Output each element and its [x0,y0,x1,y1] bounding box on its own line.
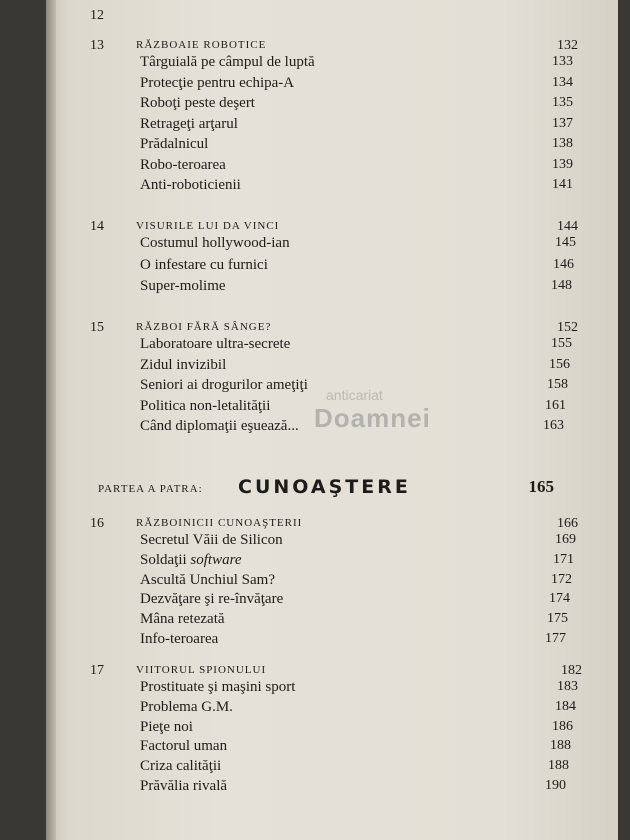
toc-entry-page-number: 188 [550,738,571,754]
toc-entry-page-number: 148 [551,278,572,293]
toc-entry-text: Seniori ai drogurilor ameţiţi [140,377,308,393]
toc-entry-text: Pieţe noi [140,718,193,735]
toc-entry [46,398,618,420]
toc-entry-title [140,758,221,775]
chapter-number: 15 [90,320,104,335]
toc-entry-title [140,719,193,736]
chapter-page-number: 182 [561,663,582,678]
toc-entry [46,631,618,653]
toc-entry-page-number: 177 [545,631,566,646]
toc-entry [46,75,618,97]
chapter-page-number: 166 [557,516,578,531]
toc-entry-page-number: 135 [552,95,573,110]
toc-entry-text: Dezvăţare şi re-învăţare [140,591,284,608]
toc-entry-title [140,611,225,628]
toc-entry-text: Retrageţi arţarul [140,115,238,132]
top-page-number-row [46,8,618,30]
toc-entry [46,591,618,613]
watermark-small-text: anticariat [326,387,383,403]
toc-entry-text: Soldaţii [140,551,191,568]
toc-entry-page-number: 155 [551,336,572,351]
chapter-number: 13 [90,38,104,53]
toc-entry-page-number: 146 [553,256,574,272]
toc-entry [46,552,618,574]
toc-entry-text: Secretul Văii de Silicon [140,532,283,548]
toc-entry-title [140,631,218,648]
toc-entry-title [140,157,226,174]
chapter-page-number: 132 [557,38,578,53]
toc-entry-title [140,136,208,153]
toc-entry-page-number: 141 [552,177,573,192]
toc-entry-title [140,572,275,589]
toc-entry-text: Târguială pe câmpul de luptă [140,54,315,70]
toc-entry [46,377,618,399]
part-title: CUNOAŞTERE [238,476,411,498]
toc-entry-page-number: 158 [547,377,568,392]
toc-entry [46,572,618,594]
toc-entry [46,778,618,800]
part-heading [46,476,618,501]
toc-entry-title [140,591,283,608]
toc-entry-text: Prostituate şi maşini sport [140,679,296,695]
toc-entry-page-number: 172 [551,571,572,587]
toc-entry-title [140,54,315,71]
chapter-number: 14 [90,219,104,234]
toc-entry [46,278,618,300]
toc-entry-italic-text: software [190,551,242,568]
toc-entry-title [140,177,241,194]
toc-entry-title [140,235,290,252]
toc-entry-page-number: 190 [545,778,566,793]
toc-entry [46,336,618,358]
toc-entry-page-number: 145 [555,235,576,250]
top-page-number: 12 [90,8,104,23]
toc-entry-page-number: 183 [557,679,578,694]
toc-entry-title [140,278,226,295]
toc-entry-title [140,75,294,92]
toc-entry-text: Roboţi peste deşert [140,95,255,111]
toc-entry [46,177,618,199]
chapter-number: 17 [90,663,104,678]
toc-entry-text: Super-molime [140,278,226,294]
toc-entry-text: Prăvălia rivală [140,778,228,794]
toc-entry-title [140,398,270,415]
chapter-number: 16 [90,516,104,531]
part-label: PARTEA A PATRA: [98,483,203,495]
toc-entry [46,758,618,780]
chapter-title: RĂZBOI FĂRĂ SÂNGE? [136,321,272,333]
toc-entry-page-number: 138 [552,136,573,151]
toc-entry-page-number: 163 [543,418,564,433]
toc-entry [46,719,618,741]
chapter-title: VISURILE LUI DA VINCI [136,220,280,232]
toc-entry [46,157,618,179]
watermark-big-text: Doamnei [314,403,431,433]
toc-entry-page-number: 161 [545,397,566,413]
chapter-title: VIITORUL SPIONULUI [136,664,267,676]
toc-entry-text: Anti-roboticienii [140,177,241,193]
toc-entry [46,679,618,701]
toc-entry-text: Laboratoare ultra-secrete [140,336,291,352]
chapter-page-number: 144 [557,219,578,234]
toc-entry [46,418,618,440]
toc-entry-title [140,552,242,569]
toc-entry-page-number: 139 [552,156,573,172]
toc-entry-title [140,95,255,112]
toc-entry [46,699,618,721]
toc-entry-title [140,532,283,549]
part-page-number: 165 [528,477,554,496]
toc-entry-text: Mâna retezată [140,611,225,628]
toc-entry-title [140,418,299,435]
toc-entry-page-number: 184 [555,698,576,714]
toc-entry-text: Politica non-letalităţii [140,397,271,414]
toc-entry [46,738,618,760]
toc-entry-page-number: 175 [547,611,568,627]
chapter-page-number: 152 [557,320,578,335]
toc-entry-page-number: 171 [553,551,574,567]
toc-entry-title [140,377,308,394]
toc-entry-page-number: 169 [555,532,576,547]
toc-entry-text: Protecţie pentru echipa-A [140,74,295,91]
chapter-title: RĂZBOINICII CUNOAŞTERII [136,517,303,529]
toc-entry [46,257,618,279]
toc-entry-title [140,116,238,133]
toc-entry [46,235,618,257]
toc-entry [46,611,618,633]
book-page [46,0,618,840]
toc-entry-text: Costumul hollywood-ian [140,235,290,251]
toc-entry-title [140,699,233,716]
toc-entry-text: Zidul invizibil [140,356,227,373]
toc-entry-text: O infestare cu furnici [140,256,268,273]
toc-entry-page-number: 188 [548,758,569,774]
toc-entry-title [140,257,268,274]
toc-entry-page-number: 137 [552,115,573,131]
toc-entry-text: Prădalnicul [140,136,209,152]
toc-entry-text: Factorul uman [140,738,228,755]
toc-entry-title [140,336,290,353]
toc-entry-page-number: 174 [549,591,570,607]
toc-entry-page-number: 186 [552,718,573,734]
toc-entry [46,357,618,379]
toc-entry-text: Problema G.M. [140,698,233,715]
toc-entry [46,136,618,158]
toc-entry [46,532,618,554]
toc-entry [46,95,618,117]
toc-entry-text: Robo-teroarea [140,156,226,173]
toc-entry [46,54,618,76]
toc-entry-title [140,679,295,696]
chapter-title: RĂZBOAIE ROBOTICE [136,39,267,51]
toc-entry-title [140,357,226,374]
toc-entry-page-number: 134 [552,74,573,90]
toc-entry-page-number: 133 [552,54,573,69]
toc-entry-title [140,778,227,795]
toc-entry-text: Când diplomaţii eşuează... [140,418,299,434]
toc-entry-text: Ascultă Unchiul Sam? [140,571,275,588]
toc-entry-title [140,738,227,755]
toc-entry-page-number: 156 [549,356,570,372]
toc-entry-text: Criza calităţii [140,758,222,775]
toc-entry-text: Info-teroarea [140,631,219,647]
toc-entry [46,116,618,138]
